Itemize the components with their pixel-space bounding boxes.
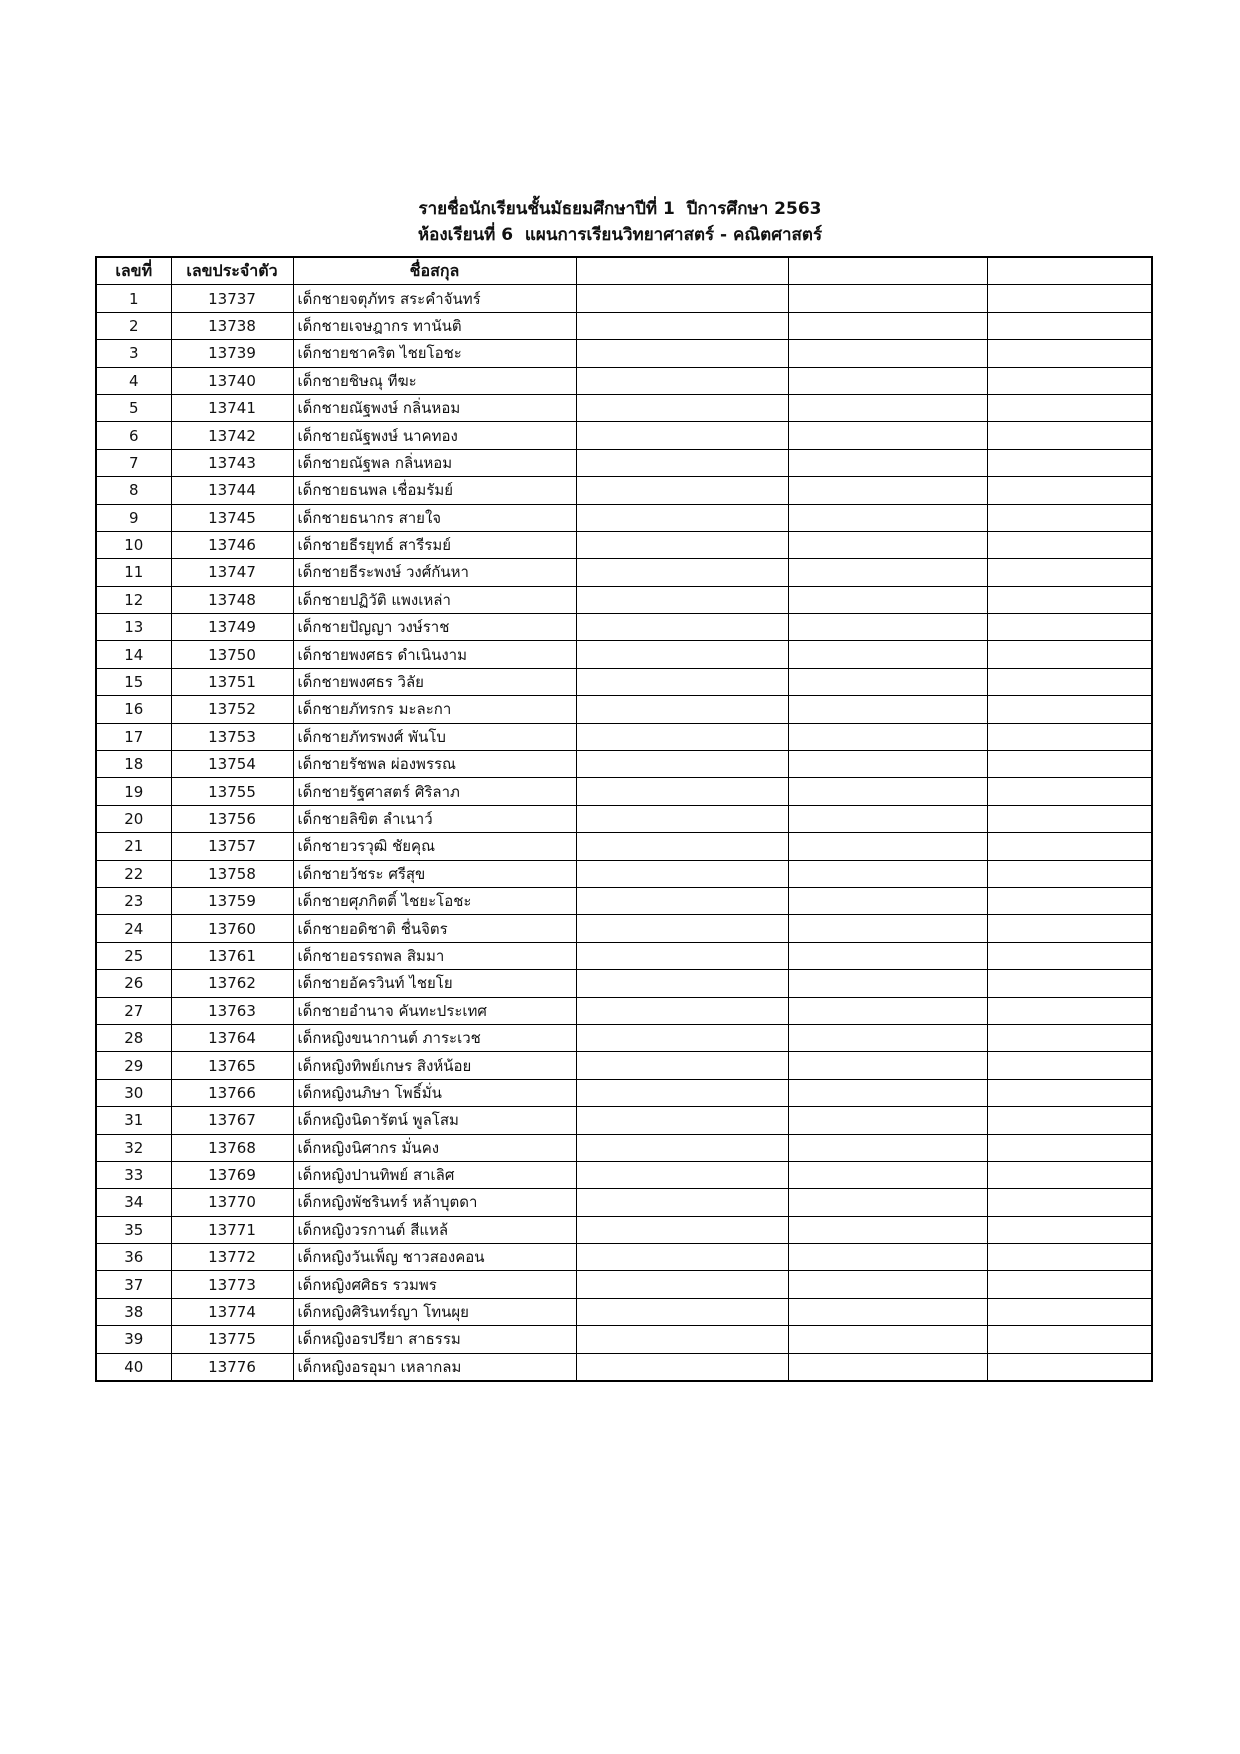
table-row xyxy=(96,312,1152,339)
cell-blank xyxy=(987,477,1152,504)
cell-number: 37 xyxy=(96,1271,171,1298)
cell-student-id: 13769 xyxy=(171,1161,293,1188)
table-row xyxy=(96,696,1152,723)
cell-student-id: 13741 xyxy=(171,394,293,421)
cell-name: เด็กชายณัฐพล กลิ่นหอม xyxy=(293,449,576,476)
cell-blank xyxy=(788,422,987,449)
table-row xyxy=(96,751,1152,778)
table-row xyxy=(96,477,1152,504)
document-header xyxy=(0,196,1240,248)
cell-blank xyxy=(576,559,788,586)
cell-name: เด็กชายวัชระ ศรีสุข xyxy=(293,860,576,887)
cell-blank xyxy=(987,422,1152,449)
cell-blank xyxy=(576,1079,788,1106)
cell-blank xyxy=(788,531,987,558)
cell-number: 10 xyxy=(96,531,171,558)
table-row xyxy=(96,833,1152,860)
cell-student-id: 13753 xyxy=(171,723,293,750)
cell-blank xyxy=(576,1298,788,1325)
cell-blank xyxy=(576,394,788,421)
cell-blank xyxy=(576,614,788,641)
column-header-blank-2 xyxy=(788,257,987,285)
cell-blank xyxy=(788,970,987,997)
cell-student-id: 13751 xyxy=(171,668,293,695)
cell-blank xyxy=(788,833,987,860)
cell-student-id: 13773 xyxy=(171,1271,293,1298)
cell-student-id: 13742 xyxy=(171,422,293,449)
cell-name: เด็กชายณัฐพงษ์ กลิ่นหอม xyxy=(293,394,576,421)
cell-blank xyxy=(576,1244,788,1271)
column-header-blank-3 xyxy=(987,257,1152,285)
table-row xyxy=(96,1079,1152,1106)
cell-student-id: 13758 xyxy=(171,860,293,887)
cell-blank xyxy=(576,1353,788,1381)
cell-blank xyxy=(987,449,1152,476)
cell-student-id: 13748 xyxy=(171,586,293,613)
cell-number: 1 xyxy=(96,285,171,312)
cell-blank xyxy=(987,1298,1152,1325)
cell-blank xyxy=(788,477,987,504)
cell-blank xyxy=(576,805,788,832)
table-row xyxy=(96,970,1152,997)
cell-blank xyxy=(576,422,788,449)
cell-student-id: 13761 xyxy=(171,942,293,969)
cell-blank xyxy=(987,1353,1152,1381)
cell-name: เด็กหญิงพัชรินทร์ หล้าบุตดา xyxy=(293,1189,576,1216)
table-row xyxy=(96,860,1152,887)
cell-number: 31 xyxy=(96,1107,171,1134)
cell-blank xyxy=(987,887,1152,914)
cell-blank xyxy=(788,1161,987,1188)
cell-number: 36 xyxy=(96,1244,171,1271)
cell-name: เด็กชายอดิชาติ ชื่นจิตร xyxy=(293,915,576,942)
table-row xyxy=(96,778,1152,805)
cell-number: 34 xyxy=(96,1189,171,1216)
cell-blank xyxy=(987,970,1152,997)
cell-name: เด็กชายจตุภัทร สระคำจันทร์ xyxy=(293,285,576,312)
cell-name: เด็กหญิงทิพย์เกษร สิงห์น้อย xyxy=(293,1052,576,1079)
cell-student-id: 13760 xyxy=(171,915,293,942)
cell-blank xyxy=(987,614,1152,641)
cell-blank xyxy=(788,1298,987,1325)
cell-student-id: 13774 xyxy=(171,1298,293,1325)
cell-name: เด็กชายปฏิวัติ แพงเหล่า xyxy=(293,586,576,613)
cell-blank xyxy=(788,1271,987,1298)
cell-blank xyxy=(788,1216,987,1243)
cell-blank xyxy=(987,1216,1152,1243)
cell-name: เด็กชายธีรยุทธ์ สารีรมย์ xyxy=(293,531,576,558)
table-row xyxy=(96,1298,1152,1325)
cell-number: 22 xyxy=(96,860,171,887)
cell-name: เด็กหญิงอรปรียา สาธรรม xyxy=(293,1326,576,1353)
table-row xyxy=(96,1244,1152,1271)
cell-blank xyxy=(788,559,987,586)
cell-name: เด็กหญิงนิศากร มั่นคง xyxy=(293,1134,576,1161)
table-row xyxy=(96,942,1152,969)
table-row xyxy=(96,285,1152,312)
table-row xyxy=(96,1107,1152,1134)
cell-number: 26 xyxy=(96,970,171,997)
cell-name: เด็กชายอำนาจ คันทะประเทศ xyxy=(293,997,576,1024)
cell-blank xyxy=(788,1134,987,1161)
cell-blank xyxy=(987,394,1152,421)
cell-blank xyxy=(576,1271,788,1298)
cell-blank xyxy=(987,833,1152,860)
table-row xyxy=(96,394,1152,421)
cell-blank xyxy=(788,668,987,695)
cell-blank xyxy=(987,559,1152,586)
cell-blank xyxy=(987,504,1152,531)
cell-name: เด็กหญิงศิรินทร์ญา โทนผุย xyxy=(293,1298,576,1325)
cell-blank xyxy=(788,312,987,339)
cell-name: เด็กชายปัญญา วงษ์ราช xyxy=(293,614,576,641)
table-row xyxy=(96,668,1152,695)
cell-student-id: 13770 xyxy=(171,1189,293,1216)
cell-blank xyxy=(987,696,1152,723)
cell-number: 18 xyxy=(96,751,171,778)
cell-blank xyxy=(576,1134,788,1161)
cell-blank xyxy=(788,449,987,476)
cell-name: เด็กชายรัฐศาสตร์ ศิริลาภ xyxy=(293,778,576,805)
cell-blank xyxy=(576,367,788,394)
table-row xyxy=(96,887,1152,914)
cell-number: 14 xyxy=(96,641,171,668)
cell-name: เด็กหญิงวันเพ็ญ ชาวสองคอน xyxy=(293,1244,576,1271)
cell-blank xyxy=(987,1271,1152,1298)
cell-blank xyxy=(987,805,1152,832)
cell-blank xyxy=(987,1079,1152,1106)
table-row xyxy=(96,1161,1152,1188)
cell-student-id: 13745 xyxy=(171,504,293,531)
cell-student-id: 13750 xyxy=(171,641,293,668)
cell-name: เด็กชายศุภกิตติ์ ไชยะโอชะ xyxy=(293,887,576,914)
cell-blank xyxy=(987,1052,1152,1079)
cell-blank xyxy=(987,340,1152,367)
cell-blank xyxy=(987,1189,1152,1216)
cell-number: 7 xyxy=(96,449,171,476)
cell-blank xyxy=(576,1161,788,1188)
table-row xyxy=(96,367,1152,394)
cell-student-id: 13775 xyxy=(171,1326,293,1353)
cell-student-id: 13759 xyxy=(171,887,293,914)
cell-student-id: 13765 xyxy=(171,1052,293,1079)
table-row xyxy=(96,1353,1152,1381)
cell-name: เด็กชายรัชพล ผ่องพรรณ xyxy=(293,751,576,778)
cell-blank xyxy=(788,394,987,421)
cell-blank xyxy=(987,942,1152,969)
cell-student-id: 13752 xyxy=(171,696,293,723)
cell-number: 9 xyxy=(96,504,171,531)
cell-number: 24 xyxy=(96,915,171,942)
cell-blank xyxy=(788,942,987,969)
cell-blank xyxy=(788,1326,987,1353)
cell-blank xyxy=(576,723,788,750)
table-row xyxy=(96,641,1152,668)
cell-student-id: 13766 xyxy=(171,1079,293,1106)
cell-name: เด็กหญิงนิดารัตน์ พูลโสม xyxy=(293,1107,576,1134)
cell-blank xyxy=(987,1161,1152,1188)
cell-blank xyxy=(788,285,987,312)
cell-blank xyxy=(788,641,987,668)
cell-number: 40 xyxy=(96,1353,171,1381)
cell-blank xyxy=(788,614,987,641)
cell-blank xyxy=(987,1134,1152,1161)
cell-blank xyxy=(788,1353,987,1381)
cell-number: 4 xyxy=(96,367,171,394)
cell-blank xyxy=(987,860,1152,887)
cell-blank xyxy=(788,1079,987,1106)
cell-name: เด็กชายวรวุฒิ ชัยคุณ xyxy=(293,833,576,860)
cell-blank xyxy=(576,1052,788,1079)
cell-name: เด็กหญิงอรอุมา เหลากลม xyxy=(293,1353,576,1381)
cell-blank xyxy=(987,531,1152,558)
cell-student-id: 13771 xyxy=(171,1216,293,1243)
cell-student-id: 13764 xyxy=(171,1024,293,1051)
cell-number: 23 xyxy=(96,887,171,914)
cell-number: 27 xyxy=(96,997,171,1024)
cell-blank xyxy=(576,449,788,476)
cell-blank xyxy=(788,723,987,750)
cell-blank xyxy=(576,1189,788,1216)
cell-number: 8 xyxy=(96,477,171,504)
cell-student-id: 13737 xyxy=(171,285,293,312)
cell-number: 5 xyxy=(96,394,171,421)
cell-blank xyxy=(576,860,788,887)
cell-number: 6 xyxy=(96,422,171,449)
cell-blank xyxy=(576,340,788,367)
cell-blank xyxy=(576,1216,788,1243)
cell-blank xyxy=(576,285,788,312)
cell-blank xyxy=(987,751,1152,778)
cell-student-id: 13746 xyxy=(171,531,293,558)
cell-blank xyxy=(987,641,1152,668)
cell-number: 16 xyxy=(96,696,171,723)
cell-student-id: 13762 xyxy=(171,970,293,997)
cell-blank xyxy=(576,887,788,914)
cell-blank xyxy=(788,887,987,914)
cell-blank xyxy=(987,997,1152,1024)
cell-blank xyxy=(987,1107,1152,1134)
cell-student-id: 13747 xyxy=(171,559,293,586)
cell-blank xyxy=(788,751,987,778)
cell-blank xyxy=(788,1189,987,1216)
table-row xyxy=(96,1134,1152,1161)
cell-blank xyxy=(788,805,987,832)
cell-blank xyxy=(987,1024,1152,1051)
table-row xyxy=(96,997,1152,1024)
cell-number: 33 xyxy=(96,1161,171,1188)
cell-blank xyxy=(576,778,788,805)
cell-blank xyxy=(987,1326,1152,1353)
cell-student-id: 13740 xyxy=(171,367,293,394)
table-row xyxy=(96,340,1152,367)
cell-name: เด็กชายภัทรพงศ์ พันโบ xyxy=(293,723,576,750)
cell-name: เด็กหญิงขนากานต์ ภาระเวช xyxy=(293,1024,576,1051)
cell-name: เด็กชายธีระพงษ์ วงศ์กันหา xyxy=(293,559,576,586)
column-header-name: ชื่อสกุล xyxy=(293,257,576,285)
table-row xyxy=(96,723,1152,750)
cell-student-id: 13756 xyxy=(171,805,293,832)
cell-name: เด็กชายลิขิต ลำเนาว์ xyxy=(293,805,576,832)
cell-blank xyxy=(576,751,788,778)
cell-blank xyxy=(788,997,987,1024)
cell-blank xyxy=(987,586,1152,613)
cell-blank xyxy=(576,696,788,723)
cell-blank xyxy=(788,340,987,367)
cell-name: เด็กชายชิษณุ ทีฆะ xyxy=(293,367,576,394)
table-row xyxy=(96,1271,1152,1298)
cell-blank xyxy=(788,504,987,531)
table-row xyxy=(96,1326,1152,1353)
cell-student-id: 13763 xyxy=(171,997,293,1024)
column-header-student-id: เลขประจำตัว xyxy=(171,257,293,285)
cell-student-id: 13776 xyxy=(171,1353,293,1381)
table-header-row xyxy=(96,257,1152,285)
cell-blank xyxy=(788,778,987,805)
table-row xyxy=(96,559,1152,586)
cell-name: เด็กชายชาคริต ไชยโอชะ xyxy=(293,340,576,367)
table-row xyxy=(96,531,1152,558)
cell-blank xyxy=(987,723,1152,750)
roster-body xyxy=(96,285,1152,1381)
cell-blank xyxy=(987,668,1152,695)
cell-blank xyxy=(576,1024,788,1051)
cell-number: 32 xyxy=(96,1134,171,1161)
cell-number: 35 xyxy=(96,1216,171,1243)
cell-name: เด็กชายพงศธร ดำเนินงาม xyxy=(293,641,576,668)
cell-number: 12 xyxy=(96,586,171,613)
cell-number: 3 xyxy=(96,340,171,367)
table-row xyxy=(96,586,1152,613)
column-header-number: เลขที่ xyxy=(96,257,171,285)
cell-name: เด็กชายณัฐพงษ์ นาคทอง xyxy=(293,422,576,449)
cell-blank xyxy=(576,586,788,613)
cell-number: 13 xyxy=(96,614,171,641)
cell-name: เด็กหญิงศศิธร รวมพร xyxy=(293,1271,576,1298)
table-row xyxy=(96,1024,1152,1051)
cell-blank xyxy=(987,915,1152,942)
cell-name: เด็กชายพงศธร วิลัย xyxy=(293,668,576,695)
cell-number: 20 xyxy=(96,805,171,832)
cell-name: เด็กชายธนากร สายใจ xyxy=(293,504,576,531)
cell-blank xyxy=(576,531,788,558)
cell-blank xyxy=(576,1326,788,1353)
cell-name: เด็กชายเจษฎากร ทานันติ xyxy=(293,312,576,339)
document-subtitle: ห้องเรียนที่ 6 แผนการเรียนวิทยาศาสตร์ - คณิตศาสตร์ xyxy=(417,225,823,245)
table-row xyxy=(96,614,1152,641)
cell-student-id: 13743 xyxy=(171,449,293,476)
cell-student-id: 13739 xyxy=(171,340,293,367)
cell-number: 21 xyxy=(96,833,171,860)
cell-blank xyxy=(987,1244,1152,1271)
cell-name: เด็กชายภัทรกร มะละกา xyxy=(293,696,576,723)
cell-blank xyxy=(788,1107,987,1134)
table-row xyxy=(96,449,1152,476)
cell-number: 2 xyxy=(96,312,171,339)
cell-blank xyxy=(987,312,1152,339)
cell-name: เด็กชายอัครวินท์ ไชยโย xyxy=(293,970,576,997)
cell-blank xyxy=(788,1052,987,1079)
document-title: รายชื่อนักเรียนชั้นมัธยมศึกษาปีที่ 1 ปีการศึกษา 2563 xyxy=(418,199,822,219)
cell-number: 11 xyxy=(96,559,171,586)
cell-name: เด็กหญิงนภิษา โพธิ์มั่น xyxy=(293,1079,576,1106)
cell-number: 38 xyxy=(96,1298,171,1325)
cell-blank xyxy=(576,641,788,668)
table-row xyxy=(96,504,1152,531)
cell-name: เด็กชายธนพล เชื่อมรัมย์ xyxy=(293,477,576,504)
cell-blank xyxy=(788,915,987,942)
table-row xyxy=(96,1216,1152,1243)
cell-student-id: 13755 xyxy=(171,778,293,805)
cell-blank xyxy=(788,860,987,887)
cell-blank xyxy=(576,504,788,531)
cell-blank xyxy=(576,668,788,695)
cell-blank xyxy=(788,1244,987,1271)
cell-blank xyxy=(576,970,788,997)
cell-blank xyxy=(987,367,1152,394)
student-roster-table xyxy=(95,256,1153,1382)
cell-student-id: 13749 xyxy=(171,614,293,641)
table-row xyxy=(96,805,1152,832)
cell-name: เด็กหญิงวรกานต์ สีแหล้ xyxy=(293,1216,576,1243)
cell-blank xyxy=(576,1107,788,1134)
cell-student-id: 13768 xyxy=(171,1134,293,1161)
cell-blank xyxy=(987,285,1152,312)
cell-blank xyxy=(788,367,987,394)
cell-blank xyxy=(788,1024,987,1051)
cell-number: 28 xyxy=(96,1024,171,1051)
column-header-blank-1 xyxy=(576,257,788,285)
cell-name: เด็กชายอรรถพล สิมมา xyxy=(293,942,576,969)
table-row xyxy=(96,422,1152,449)
cell-blank xyxy=(576,833,788,860)
cell-number: 15 xyxy=(96,668,171,695)
cell-student-id: 13757 xyxy=(171,833,293,860)
table-row xyxy=(96,1189,1152,1216)
cell-blank xyxy=(576,915,788,942)
cell-student-id: 13738 xyxy=(171,312,293,339)
cell-blank xyxy=(987,778,1152,805)
cell-number: 19 xyxy=(96,778,171,805)
cell-blank xyxy=(576,997,788,1024)
cell-blank xyxy=(788,696,987,723)
cell-student-id: 13754 xyxy=(171,751,293,778)
cell-number: 17 xyxy=(96,723,171,750)
cell-blank xyxy=(576,312,788,339)
cell-number: 25 xyxy=(96,942,171,969)
cell-student-id: 13772 xyxy=(171,1244,293,1271)
table-row xyxy=(96,1052,1152,1079)
cell-blank xyxy=(788,586,987,613)
cell-student-id: 13744 xyxy=(171,477,293,504)
cell-number: 39 xyxy=(96,1326,171,1353)
table-row xyxy=(96,915,1152,942)
cell-student-id: 13767 xyxy=(171,1107,293,1134)
cell-number: 29 xyxy=(96,1052,171,1079)
cell-number: 30 xyxy=(96,1079,171,1106)
cell-blank xyxy=(576,477,788,504)
cell-name: เด็กหญิงปานทิพย์ สาเลิศ xyxy=(293,1161,576,1188)
cell-blank xyxy=(576,942,788,969)
